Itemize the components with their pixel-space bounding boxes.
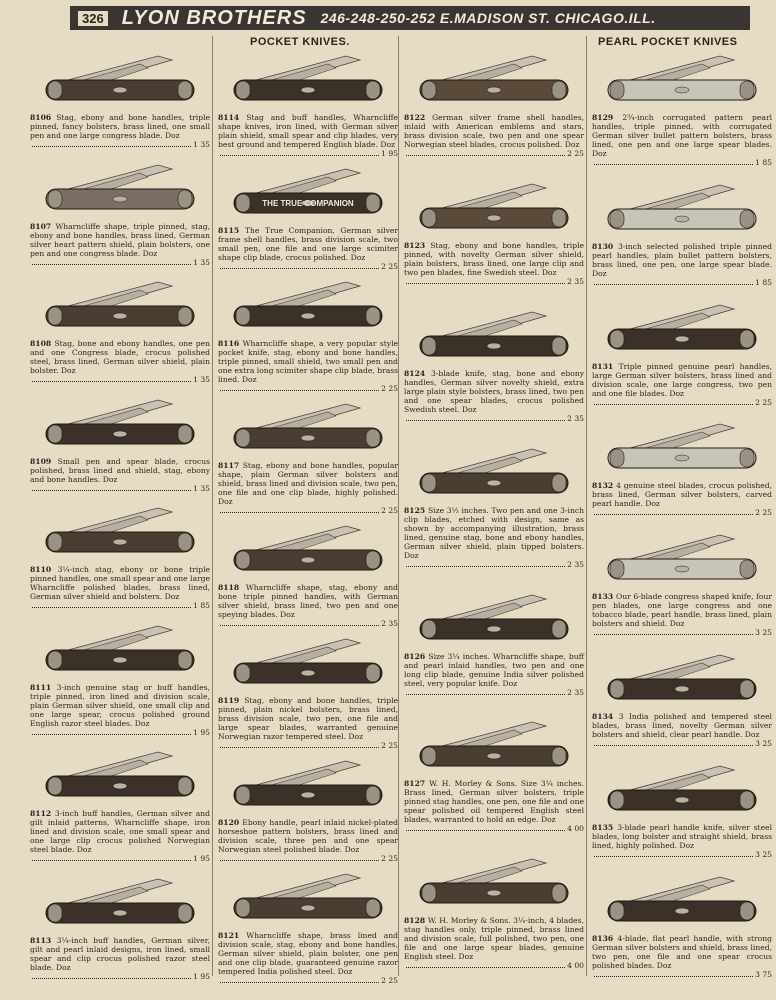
price-row: [592, 158, 772, 167]
catalog-item: [592, 529, 772, 637]
item-description: [218, 583, 398, 619]
item-text: 3-inch genuine stag or buff handles, triple pinned, iron lined and division scale, plain German silver shield, one small clip and one large spear, crocus polished ground English razor steel blades. Doz: [30, 682, 210, 728]
knife-illustration: [228, 163, 388, 221]
price-row: [404, 560, 584, 569]
item-price: 2 25: [381, 384, 398, 393]
item-number: 8133: [592, 592, 616, 602]
knife-figure: [40, 50, 200, 112]
leader-dots: [220, 384, 379, 391]
price-row: [218, 976, 398, 985]
catalog-item: [30, 620, 210, 737]
price-row: [404, 961, 584, 970]
catalog-column: [404, 50, 584, 990]
item-description: [404, 506, 584, 560]
leader-dots: [32, 484, 191, 491]
item-text: Size 3½ inches. Two pen and one 3-inch clip blades, etched with design, same as shown by accompanying illustration, brass lined, genuine stag, bone and ebony handles, German silver shield, plain tipped bolsters. Doz: [404, 505, 584, 560]
price-row: [592, 508, 772, 517]
item-description: [592, 592, 772, 628]
item-text: 3-inch buff handles, German silver and gilt inlaid patterns, Wharncliffe shape, iron lined and division scale, one small spear and one large clip crocus polished Norwegian steel blade. Doz: [30, 809, 210, 854]
item-number: 8113: [30, 935, 57, 945]
catalog-item: [592, 299, 772, 407]
item-text: Stag, bone and ebony handles, one pen and one Congress blade, crocus polished steel, brass lined, German silver shield, plain bolster. Doz: [30, 339, 210, 375]
item-number: 8127: [404, 779, 430, 789]
knife-figure: [228, 755, 388, 817]
knife-illustration: [228, 50, 388, 108]
item-description: [30, 339, 210, 375]
item-number: 8136: [592, 933, 618, 943]
item-description: [30, 565, 210, 601]
item-price: 3 75: [755, 969, 772, 979]
item-number: 8121: [218, 931, 247, 940]
catalog-item: [218, 868, 398, 985]
item-number: 8120: [218, 818, 243, 827]
item-price: 1 85: [755, 277, 772, 287]
leader-dots: [220, 976, 379, 983]
leader-dots: [406, 560, 565, 567]
knife-illustration: [228, 520, 388, 578]
knife-illustration: [40, 50, 200, 108]
leader-dots: [220, 149, 379, 156]
knife-figure: [602, 179, 762, 241]
knife-figure: [228, 163, 388, 225]
leader-dots: [406, 277, 565, 284]
item-number: 8109: [30, 456, 58, 466]
catalog-item: [404, 306, 584, 423]
knife-figure: [414, 716, 574, 778]
item-description: [592, 712, 772, 739]
knife-figure: [414, 306, 574, 368]
item-text: Wharncliffe shape, stag, ebony and bone triple pinned handles, with German silver shield, brass lined, two pen and one speying blades. Doz: [218, 583, 399, 619]
item-number: 8132: [592, 481, 617, 491]
item-description: [404, 113, 584, 149]
item-description: [218, 696, 398, 741]
catalog-item: [592, 760, 772, 859]
knife-illustration: [228, 868, 388, 926]
knife-illustration: [414, 306, 574, 364]
section-heading-pearl-pocket-knives: PEARL POCKET KNIVES: [598, 36, 738, 48]
item-price: 2 25: [381, 262, 398, 271]
catalog-column: [30, 50, 210, 990]
knife-label: THE TRUE COMPANION: [262, 199, 354, 208]
price-row: [404, 414, 584, 423]
knife-illustration: [228, 398, 388, 456]
item-text: Triple pinned genuine pearl handles, large German silver bolsters, brass lined and division scale, one large congress, two pen and one file blades. Doz: [592, 361, 772, 398]
catalog-item: [30, 746, 210, 863]
knife-figure: [40, 502, 200, 564]
leader-dots: [406, 961, 565, 968]
knife-figure: [40, 620, 200, 682]
price-row: [404, 277, 584, 286]
item-number: 8124: [404, 368, 431, 378]
item-description: [592, 362, 772, 398]
item-text: Stag, ebony and bone handles, triple pinned, fancy bolsters, brass lined, one small pen and one large congress blade. Doz: [30, 113, 210, 140]
item-price: 1 35: [193, 483, 210, 493]
knife-illustration: [40, 502, 200, 560]
knife-illustration: [414, 50, 574, 108]
item-text: Stag, ebony and bone handles, popular shape, plain German silver bolsters and shield, brass lined and division scale, two pen, one file and one clip blade, highly polished. Doz: [218, 461, 398, 506]
item-price: 1 95: [193, 727, 210, 737]
knife-illustration: [414, 443, 574, 501]
section-heading-pocket-knives: POCKET KNIVES.: [250, 36, 350, 48]
item-number: 8108: [30, 339, 55, 348]
price-row: [592, 398, 772, 407]
item-text: Size 3¼ inches. Wharncliffe shape, buff and pearl inlaid handles, two pen and one long clip blade, genuine India silver polished steel, very popular knife. Doz: [404, 651, 585, 688]
knife-figure: [228, 633, 388, 695]
leader-dots: [220, 262, 379, 269]
item-number: 8114: [218, 113, 247, 122]
knife-illustration: [228, 755, 388, 813]
item-text: Wharncliffe shape, a very popular style pocket knife, stag, ebony and bone handles, triple pinned, small shield, two small pen and one extra long scimiter shape clip blade, brass lined. Doz: [218, 339, 399, 384]
item-text: Our 6-blade congress shaped knife, four pen blades, one large congress and one tobacco blade, pearl handle, brass lined, plain bolsters and shield. Doz: [592, 592, 773, 629]
knife-figure: [414, 853, 574, 915]
leader-dots: [594, 850, 753, 857]
item-price: 2 25: [381, 506, 398, 515]
knife-illustration: [40, 276, 200, 334]
knife-illustration: [414, 716, 574, 774]
knife-figure: [40, 394, 200, 456]
catalog-item: [592, 418, 772, 517]
item-description: [218, 931, 398, 976]
item-description: [218, 226, 398, 262]
knife-figure: [40, 159, 200, 221]
item-description: [592, 934, 772, 970]
catalog-item: [30, 50, 210, 149]
catalog-column: [592, 50, 772, 990]
item-text: Stag and buff handles, Wharncliffe shape knives, iron lined, with German silver plain shield, small spear and clip blades, very best ground and tempered English blade. Doz: [218, 113, 398, 149]
item-price: 4 00: [567, 961, 584, 971]
price-row: [404, 824, 584, 833]
knife-figure: [602, 760, 762, 822]
item-description: [30, 936, 210, 972]
knife-illustration: [602, 529, 762, 587]
knife-illustration: [40, 620, 200, 678]
item-number: 8117: [218, 461, 243, 470]
knife-illustration: [602, 179, 762, 237]
item-price: 2 25: [755, 508, 772, 518]
catalog-item: [218, 50, 398, 158]
item-price: 1 35: [193, 257, 210, 267]
leader-dots: [32, 140, 191, 147]
catalog-item: [404, 853, 584, 970]
item-number: 8122: [404, 113, 433, 122]
catalog-item: [592, 50, 772, 167]
catalog-item: [592, 649, 772, 748]
catalog-item: [404, 589, 584, 697]
knife-illustration: [602, 50, 762, 108]
price-row: [30, 258, 210, 267]
knife-figure: [40, 746, 200, 808]
leader-dots: [220, 854, 379, 861]
item-description: [404, 652, 584, 688]
catalog-item: [30, 159, 210, 267]
price-row: [30, 140, 210, 149]
item-price: 1 85: [755, 158, 772, 167]
item-number: 8129: [592, 113, 623, 122]
item-text: Wharncliffe shape, triple pinned, stag, ebony and bone handles, brass lined, German silver heart pattern shield, plain bolsters, one pen and one congress blade. Doz: [30, 221, 211, 258]
item-number: 8135: [592, 822, 618, 832]
item-description: [404, 241, 584, 277]
item-text: 4-blade, flat pearl handle, with strong German silver bolsters and shield, brass lined, two pen, one file and one spear crocus polished blades. Doz: [592, 933, 772, 970]
item-text: Stag, ebony and bone handles, triple pinned, plain nickel bolsters, brass lined, brass division scale, two pen, one file and large spear blades, warranted genuine Norwegian razor tempered steel. Doz: [218, 696, 398, 741]
knife-figure: [602, 529, 762, 591]
item-description: [404, 779, 584, 824]
item-price: 2 35: [567, 413, 584, 423]
item-number: 8106: [30, 113, 57, 122]
catalog-item: [404, 178, 584, 286]
item-description: [592, 823, 772, 850]
item-number: 8128: [404, 916, 428, 926]
leader-dots: [406, 149, 565, 156]
price-row: [218, 741, 398, 750]
catalog-item: [404, 50, 584, 158]
price-row: [592, 278, 772, 287]
item-text: 4 genuine steel blades, crocus polished, brass lined, German silver bolsters, carved pearl handle. Doz: [592, 481, 773, 509]
catalog-item: [218, 520, 398, 628]
item-text: 3¼-inch buff handles, German silver, gilt and pearl inlaid designs, iron lined, small spear and clip crocus polished razor steel blade. Doz: [30, 935, 211, 972]
knife-figure: [414, 178, 574, 240]
catalog-item: [218, 633, 398, 750]
catalog-item: [30, 394, 210, 493]
item-text: 3-blade knife, stag, bone and ebony handles, German silver novelty shield, extra large plain style bolsters, brass lined, two pen and one spear blades, crocus polished Swedish steel. Doz: [404, 368, 585, 414]
item-text: Small pen and spear blade, crocus polished, brass lined and shield, stag, ebony and bone handles. Doz: [30, 456, 210, 484]
item-text: Wharncliffe shape, brass lined and division scale, stag, ebony and bone handles, German silver shield, plain bolster, one pen and one clip blade, guaranteed genuine razor tempered India polished steel. Doz: [218, 931, 398, 976]
item-text: The True Companion, German silver frame shell handles, brass division scale, two small pen, one file and one large scimiter shape clip blade, crocus polished. Doz: [218, 226, 398, 262]
catalog-item: [218, 163, 398, 271]
knife-figure: [228, 50, 388, 112]
leader-dots: [32, 854, 191, 861]
item-price: 2 35: [567, 687, 584, 697]
item-number: 8134: [592, 711, 619, 721]
item-description: [218, 818, 398, 854]
leader-dots: [32, 601, 191, 608]
item-price: 4 00: [567, 824, 584, 834]
price-row: [30, 972, 210, 981]
item-price: 1 85: [193, 601, 210, 610]
knife-figure: [602, 418, 762, 480]
item-number: 8119: [218, 696, 245, 705]
knife-figure: [414, 589, 574, 651]
column-divider: [398, 36, 399, 976]
knife-figure: [414, 50, 574, 112]
knife-figure: [602, 871, 762, 933]
leader-dots: [594, 158, 753, 165]
leader-dots: [220, 741, 379, 748]
page-number: 326: [78, 11, 108, 26]
column-divider: [212, 36, 213, 976]
leader-dots: [406, 824, 565, 831]
price-row: [30, 728, 210, 737]
item-description: [30, 113, 210, 140]
item-price: 2 35: [381, 619, 398, 628]
item-price: 2 25: [755, 397, 772, 407]
item-number: 8125: [404, 505, 428, 515]
knife-illustration: [40, 394, 200, 452]
item-description: [30, 683, 210, 728]
item-price: 3 25: [755, 849, 772, 859]
item-price: 3 25: [755, 628, 772, 638]
knife-figure: [228, 520, 388, 582]
item-number: 8126: [404, 651, 429, 661]
knife-figure: [602, 299, 762, 361]
item-description: [592, 113, 772, 158]
leader-dots: [220, 506, 379, 513]
leader-dots: [594, 508, 753, 515]
leader-dots: [32, 258, 191, 265]
column-divider: [586, 36, 587, 976]
catalog-item: [404, 443, 584, 569]
leader-dots: [32, 728, 191, 735]
catalog-item: [592, 871, 772, 979]
price-row: [30, 601, 210, 610]
item-price: 1 35: [193, 140, 210, 149]
item-description: [592, 481, 772, 508]
item-text: 3-blade pearl handle knife, silver steel blades, long bolster and straight shield, brass lined, highly polished. Doz: [592, 822, 772, 850]
leader-dots: [406, 688, 565, 695]
item-price: 1 35: [193, 375, 210, 384]
item-number: 8116: [218, 339, 243, 348]
item-text: 3 India polished and tempered steel blades, brass lined, novelty German silver bolsters and shield, clear pearl handle. Doz: [592, 711, 772, 739]
item-price: 1 95: [193, 971, 210, 981]
item-text: 2¾-inch corrugated pattern pearl handles, triple pinned, with corrugated German silver bullet pattern bolsters, brass lined, one pen and one large spear blades. Doz: [592, 113, 772, 158]
price-row: [30, 484, 210, 493]
catalog-item: [218, 276, 398, 393]
price-row: [218, 384, 398, 393]
item-number: 8110: [30, 565, 58, 574]
knife-illustration: [602, 871, 762, 929]
knife-illustration: [228, 633, 388, 691]
page-banner: [70, 6, 750, 30]
item-price: 2 25: [381, 741, 398, 750]
knife-figure: [602, 50, 762, 112]
leader-dots: [594, 278, 753, 285]
item-price: 2 25: [381, 854, 398, 863]
firm-name: LYON BROTHERS: [121, 6, 307, 29]
item-description: [218, 339, 398, 384]
price-row: [218, 854, 398, 863]
leader-dots: [594, 398, 753, 405]
catalog-item: [30, 873, 210, 981]
price-row: [30, 375, 210, 384]
price-row: [218, 619, 398, 628]
item-number: 8130: [592, 241, 618, 251]
leader-dots: [594, 970, 753, 977]
knife-illustration: [602, 760, 762, 818]
price-row: [592, 739, 772, 748]
catalog-item: [218, 755, 398, 863]
knife-illustration: [602, 649, 762, 707]
item-number: 8112: [30, 809, 55, 818]
item-description: [218, 113, 398, 149]
knife-figure: [414, 443, 574, 505]
item-description: [404, 369, 584, 414]
leader-dots: [32, 972, 191, 979]
price-row: [404, 688, 584, 697]
price-row: [218, 506, 398, 515]
item-number: 8111: [30, 682, 57, 692]
item-text: German silver frame shell handles, inlaid with American emblems and stars, brass division scale, two pen and one spear Norwegian steel blades, crocus polished. Doz: [404, 113, 584, 149]
price-row: [218, 149, 398, 158]
knife-illustration: [40, 159, 200, 217]
item-price: 1 95: [193, 854, 210, 863]
item-description: [30, 457, 210, 484]
catalog-column: [218, 50, 398, 990]
price-row: [30, 854, 210, 863]
catalog-item: [218, 398, 398, 515]
catalog-item: [30, 502, 210, 610]
item-price: 2 35: [567, 559, 584, 569]
item-text: 3¼-inch stag, ebony or bone triple pinned handles, one small spear and one large Wharncliffe polished blades, brass lined, German silver shield and bolsters. Doz: [30, 565, 210, 601]
item-price: 3 25: [755, 738, 772, 748]
price-row: [592, 628, 772, 637]
item-number: 8115: [218, 226, 245, 235]
item-price: 2 25: [567, 149, 584, 158]
item-description: [30, 809, 210, 854]
leader-dots: [594, 739, 753, 746]
item-number: 8131: [592, 361, 619, 371]
item-text: W. H. Morley & Sons. Size 3¼ inches. Brass lined, German silver bolsters, triple pinned stag handles, one pen, one file and one spear polished oil tempered English steel blades, warranted to hold an edge. Doz: [404, 779, 584, 825]
catalog-item: [30, 276, 210, 384]
knife-illustration: [414, 589, 574, 647]
leader-dots: [406, 414, 565, 421]
knife-illustration: [40, 746, 200, 804]
catalog-item: [592, 179, 772, 287]
item-text: 3-inch selected polished triple pinned pearl handles, plain bullet pattern bolsters, brass lined, one pen, one large spear blade. Doz: [592, 241, 773, 278]
catalog-item: [404, 716, 584, 833]
knife-figure: [602, 649, 762, 711]
knife-illustration: [228, 276, 388, 334]
knife-illustration: [602, 299, 762, 357]
item-description: [592, 242, 772, 278]
knife-illustration: [414, 853, 574, 911]
price-row: [592, 850, 772, 859]
price-row: [404, 149, 584, 158]
knife-figure: [228, 398, 388, 460]
item-price: 1 95: [381, 149, 398, 158]
item-description: [218, 461, 398, 506]
knife-illustration: [414, 178, 574, 236]
item-price: 2 35: [567, 276, 584, 286]
item-description: [404, 916, 584, 961]
item-text: W. H. Morley & Sons. 3¼-inch, 4 blades, stag handles only, triple pinned, brass lined and division scale, full polished, two pen, one file and one large spear blades, genuine English steel. Doz: [404, 916, 584, 962]
price-row: [218, 262, 398, 271]
knife-figure: [40, 276, 200, 338]
leader-dots: [594, 628, 753, 635]
firm-address: 246-248-250-252 E.MADISON ST. CHICAGO.ILL.: [320, 10, 656, 26]
knife-figure: [228, 276, 388, 338]
item-number: 8118: [218, 583, 246, 592]
leader-dots: [32, 375, 191, 382]
knife-figure: [228, 868, 388, 930]
item-text: Stag, ebony and bone handles, triple pinned, with novelty German silver shield, plain bolsters, brass lined, one large clip and two pen blades, fine Swedish steel. Doz: [404, 240, 584, 277]
item-description: [30, 222, 210, 258]
knife-figure: [40, 873, 200, 935]
price-row: [592, 970, 772, 979]
leader-dots: [220, 619, 379, 626]
item-number: 8107: [30, 221, 56, 231]
knife-illustration: [602, 418, 762, 476]
item-number: 8123: [404, 240, 431, 250]
item-text: Ebony handle, pearl inlaid nickel-plated horseshoe pattern bolsters, brass lined and division scale, three pen and one spear Norwegian steel polished blade. Doz: [218, 818, 398, 854]
knife-illustration: [40, 873, 200, 931]
item-price: 2 25: [381, 976, 398, 985]
